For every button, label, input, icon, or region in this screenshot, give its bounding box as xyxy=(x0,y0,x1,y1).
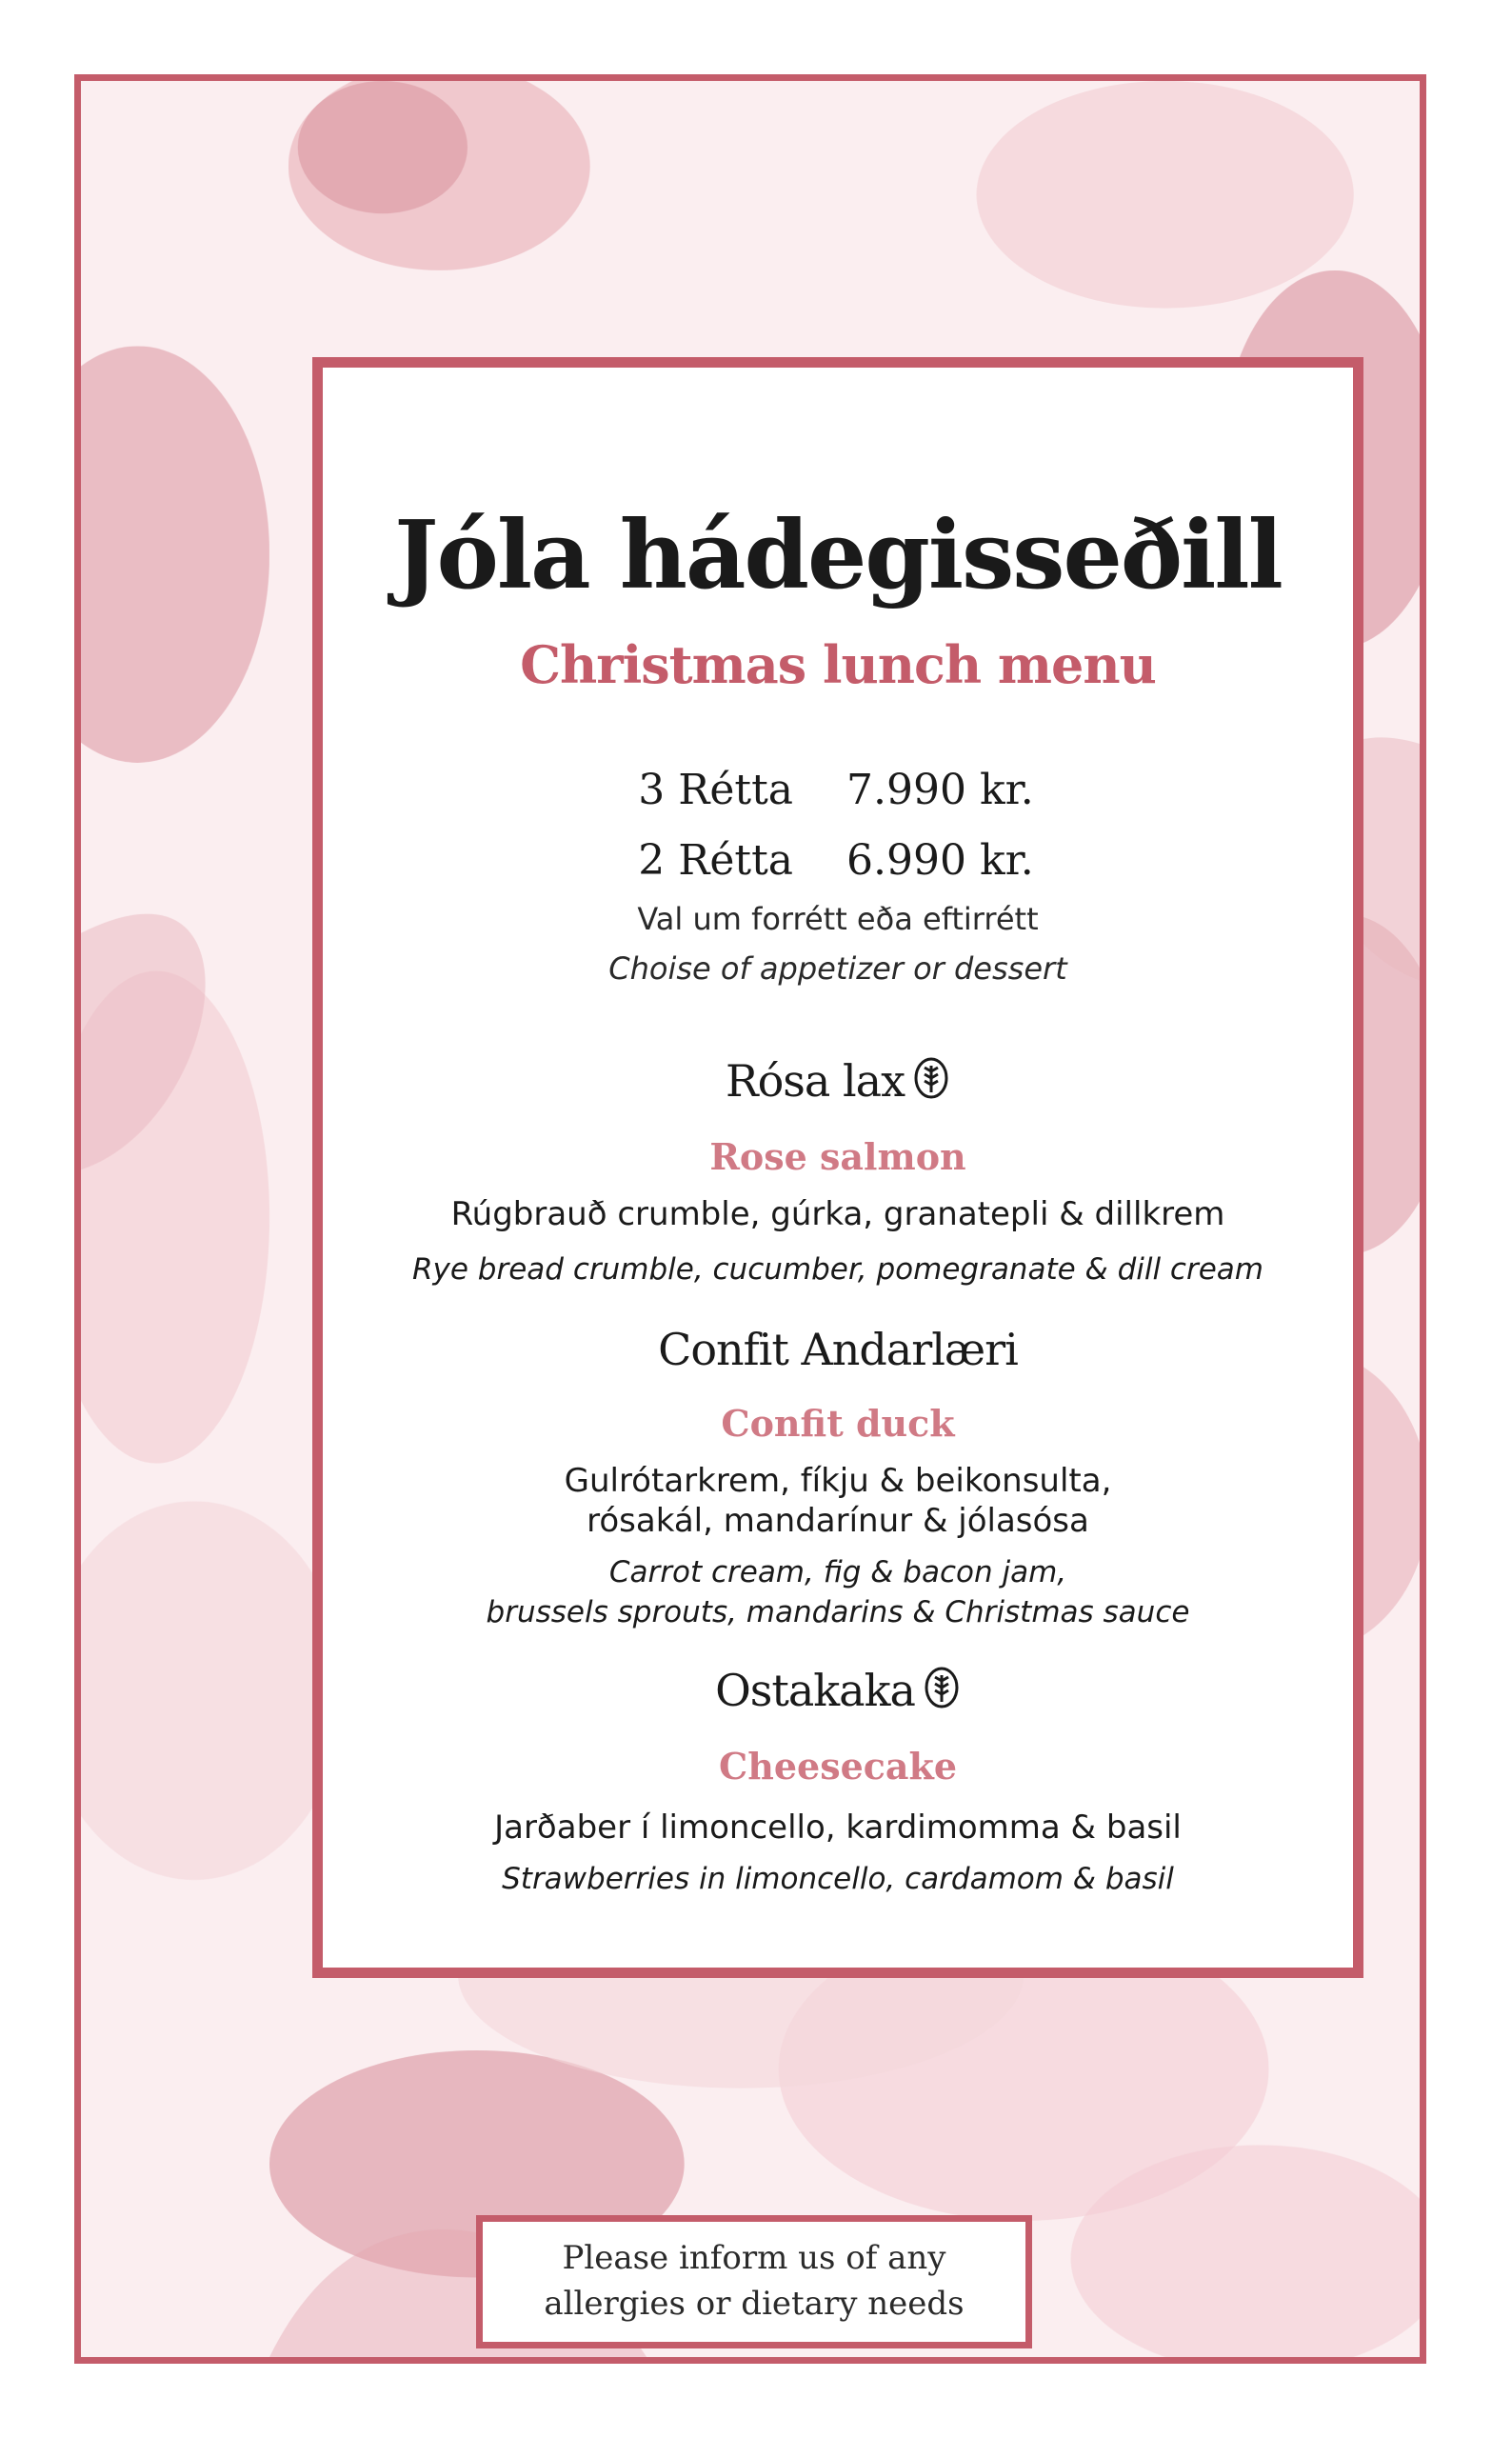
choice-note: Val um forrétt eða eftirrétt xyxy=(637,901,1039,937)
dish-desc-en-1: Rye bread crumble, cucumber, pomegranate & dill cream xyxy=(412,1252,1263,1287)
dish-desc-en-2a: Carrot cream, fig & bacon jam, xyxy=(608,1555,1067,1589)
dish-name-text: Rósa lax xyxy=(725,1055,905,1107)
dish-desc-3: Jarðaber í limoncello, kardimomma & basil xyxy=(494,1809,1182,1847)
dish-name-en-1: Rose salmon xyxy=(709,1135,966,1178)
dish-desc-1: Rúgbrauð crumble, gúrka, granatepli & dillkrem xyxy=(450,1195,1225,1233)
dish-name-2: Confit Andarlæri xyxy=(658,1324,1018,1375)
wheat-icon xyxy=(912,1056,950,1110)
price-amount: 6.990 kr. xyxy=(846,836,1034,885)
dish-name-text: Ostakaka xyxy=(715,1665,915,1716)
page-subtitle: Christmas lunch menu xyxy=(520,634,1156,695)
allergy-note-line-1: Please inform us of any xyxy=(562,2239,946,2277)
dish-desc-2a: Gulrótarkrem, fíkju & beikonsulta, xyxy=(564,1462,1112,1500)
menu-card xyxy=(312,357,1363,1978)
dish-desc-en-2b: brussels sprouts, mandarins & Christmas sauce xyxy=(486,1595,1190,1629)
price-label: 2 Rétta xyxy=(638,836,793,885)
dish-desc-en-3: Strawberries in limoncello, cardamom & basil xyxy=(502,1862,1174,1896)
outer-frame xyxy=(74,74,1426,2364)
dish-desc-2b: rósakál, mandarínur & jólasósa xyxy=(587,1502,1089,1540)
dish-name-en-2: Confit duck xyxy=(721,1402,955,1445)
dish-name-1 xyxy=(323,1055,1353,1110)
price-label: 3 Rétta xyxy=(638,766,793,814)
dish-name-3 xyxy=(323,1665,1353,1720)
dish-name-en-3: Cheesecake xyxy=(718,1745,958,1788)
choice-note-en: Choise of appetizer or dessert xyxy=(608,950,1067,987)
allergy-note-line-2: allergies or dietary needs xyxy=(544,2285,965,2323)
price-amount: 7.990 kr. xyxy=(846,766,1034,814)
page-title: Jóla hádegisseðill xyxy=(394,501,1282,610)
allergy-note-box xyxy=(476,2215,1032,2348)
wheat-icon xyxy=(923,1666,961,1720)
